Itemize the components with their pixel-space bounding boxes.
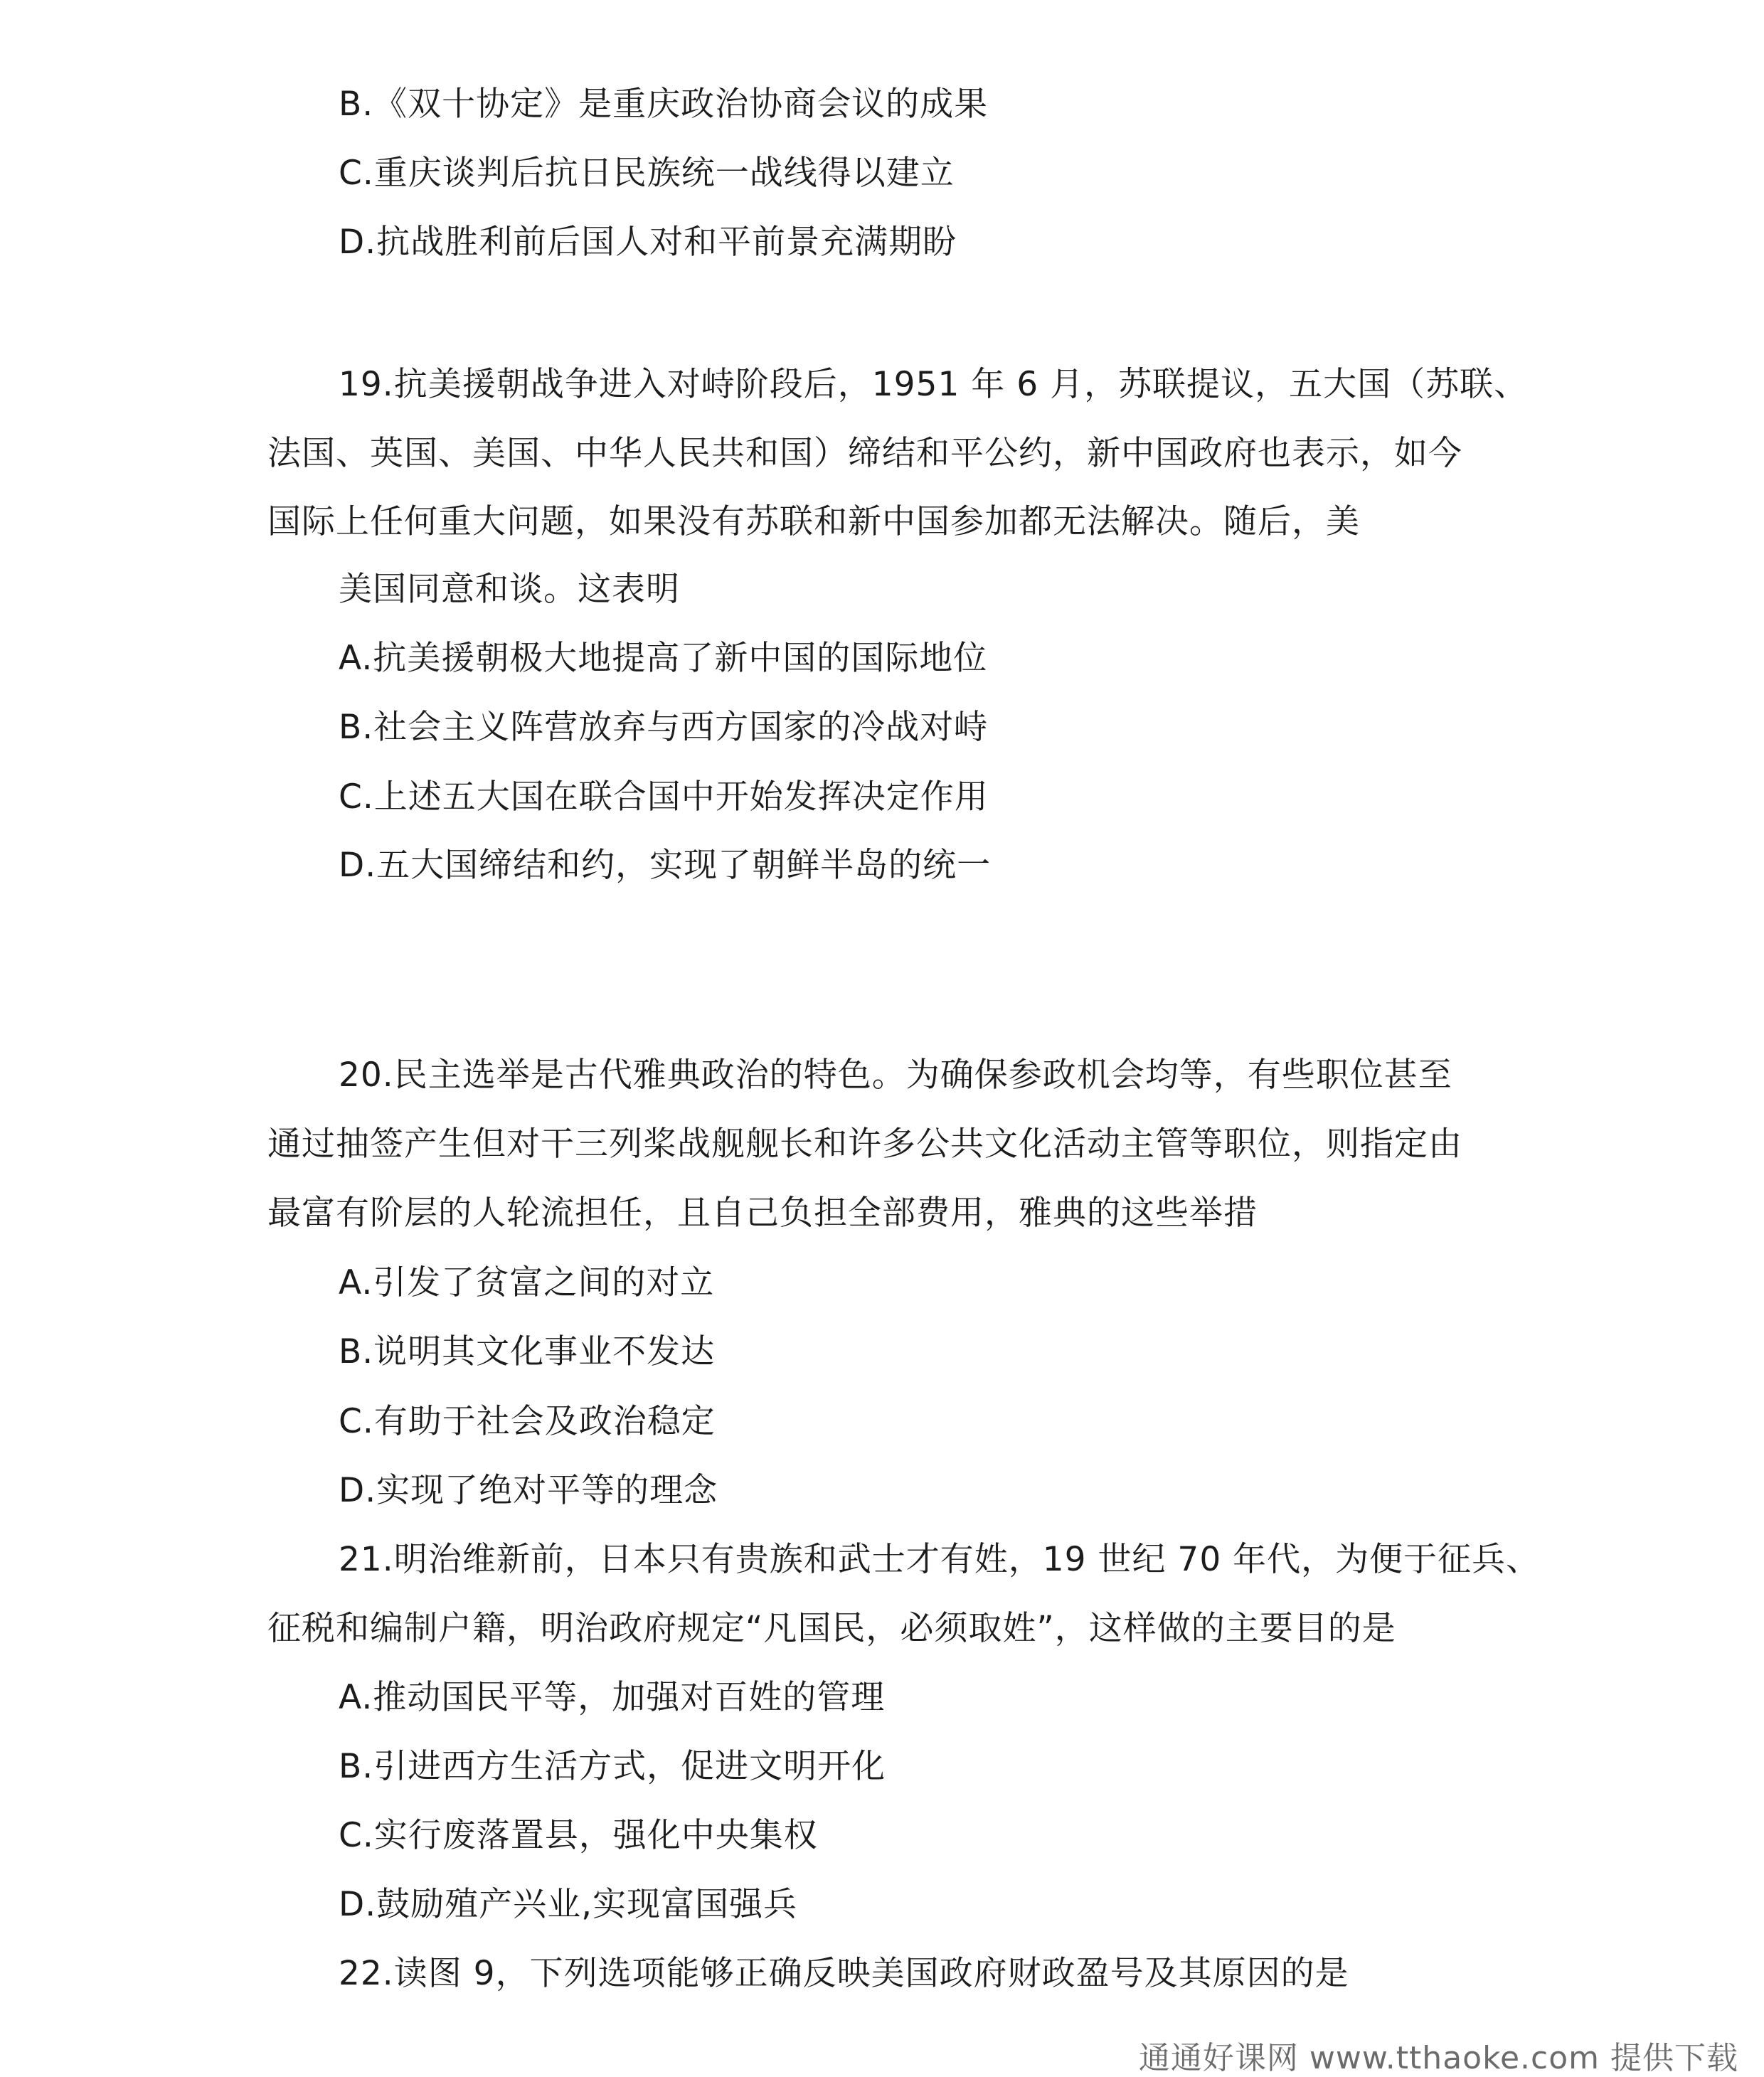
q19-stem-line-3: 国际上任何重大问题，如果没有苏联和新中国参加都无法解决。随后，美 xyxy=(267,502,1360,541)
q20-option-d: D.实现了绝对平等的理念 xyxy=(339,1471,718,1510)
q19-stem-line-1: 19.抗美援朝战争进入对峙阶段后，1951 年 6 月，苏联提议，五大国（苏联、 xyxy=(339,365,1529,404)
q19-option-c: C.上述五大国在联合国中开始发挥决定作用 xyxy=(339,777,989,817)
q22-stem-line-1: 22.读图 9，下列选项能够正确反映美国政府财政盈号及其原因的是 xyxy=(339,1954,1349,1993)
q19-stem-line-4: 美国同意和谈。这表明 xyxy=(339,570,680,609)
q19-stem-line-2: 法国、英国、美国、中华人民共和国）缔结和平公约，新中国政府也表示，如今 xyxy=(267,434,1462,473)
q21-stem-line-1: 21.明治维新前，日本只有贵族和武士才有姓，19 世纪 70 年代，为便于征兵、 xyxy=(339,1540,1541,1579)
q20-stem-line-1: 20.民主选举是古代雅典政治的特色。为确保参政机会均等，有些职位甚至 xyxy=(339,1056,1452,1095)
q21-stem-line-2: 征税和编制户籍，明治政府规定“凡国民，必须取姓”，这样做的主要目的是 xyxy=(267,1609,1396,1648)
q18-option-b: B.《双十协定》是重庆政治协商会议的成果 xyxy=(339,85,989,124)
q21-option-b: B.引进西方生活方式，促进文明开化 xyxy=(339,1747,886,1786)
q20-stem-line-3: 最富有阶层的人轮流担任，且自己负担全部费用，雅典的这些举措 xyxy=(267,1194,1258,1233)
q20-option-c: C.有助于社会及政治稳定 xyxy=(339,1402,716,1441)
watermark-text: 通通好课网 www.tthaoke.com 提供下载 xyxy=(1138,2040,1738,2076)
q21-option-a: A.推动国民平等，加强对百姓的管理 xyxy=(339,1678,886,1717)
q20-option-b: B.说明其文化事业不发达 xyxy=(339,1332,716,1371)
q20-option-a: A.引发了贫富之间的对立 xyxy=(339,1263,715,1302)
q21-option-c: C.实行废落置县，强化中央集权 xyxy=(339,1816,818,1855)
q18-option-c: C.重庆谈判后抗日民族统一战线得以建立 xyxy=(339,154,955,193)
q21-option-d: D.鼓励殖产兴业,实现富国强兵 xyxy=(339,1885,798,1924)
q18-option-d: D.抗战胜利前后国人对和平前景充满期盼 xyxy=(339,223,957,262)
q19-option-a: A.抗美援朝极大地提高了新中国的国际地位 xyxy=(339,639,988,678)
q19-option-d: D.五大国缔结和约，实现了朝鲜半岛的统一 xyxy=(339,846,992,885)
q20-stem-line-2: 通过抽签产生但对干三列桨战舰舰长和许多公共文化活动主管等职位，则指定由 xyxy=(267,1125,1462,1164)
q19-option-b: B.社会主义阵营放弃与西方国家的冷战对峙 xyxy=(339,708,989,747)
